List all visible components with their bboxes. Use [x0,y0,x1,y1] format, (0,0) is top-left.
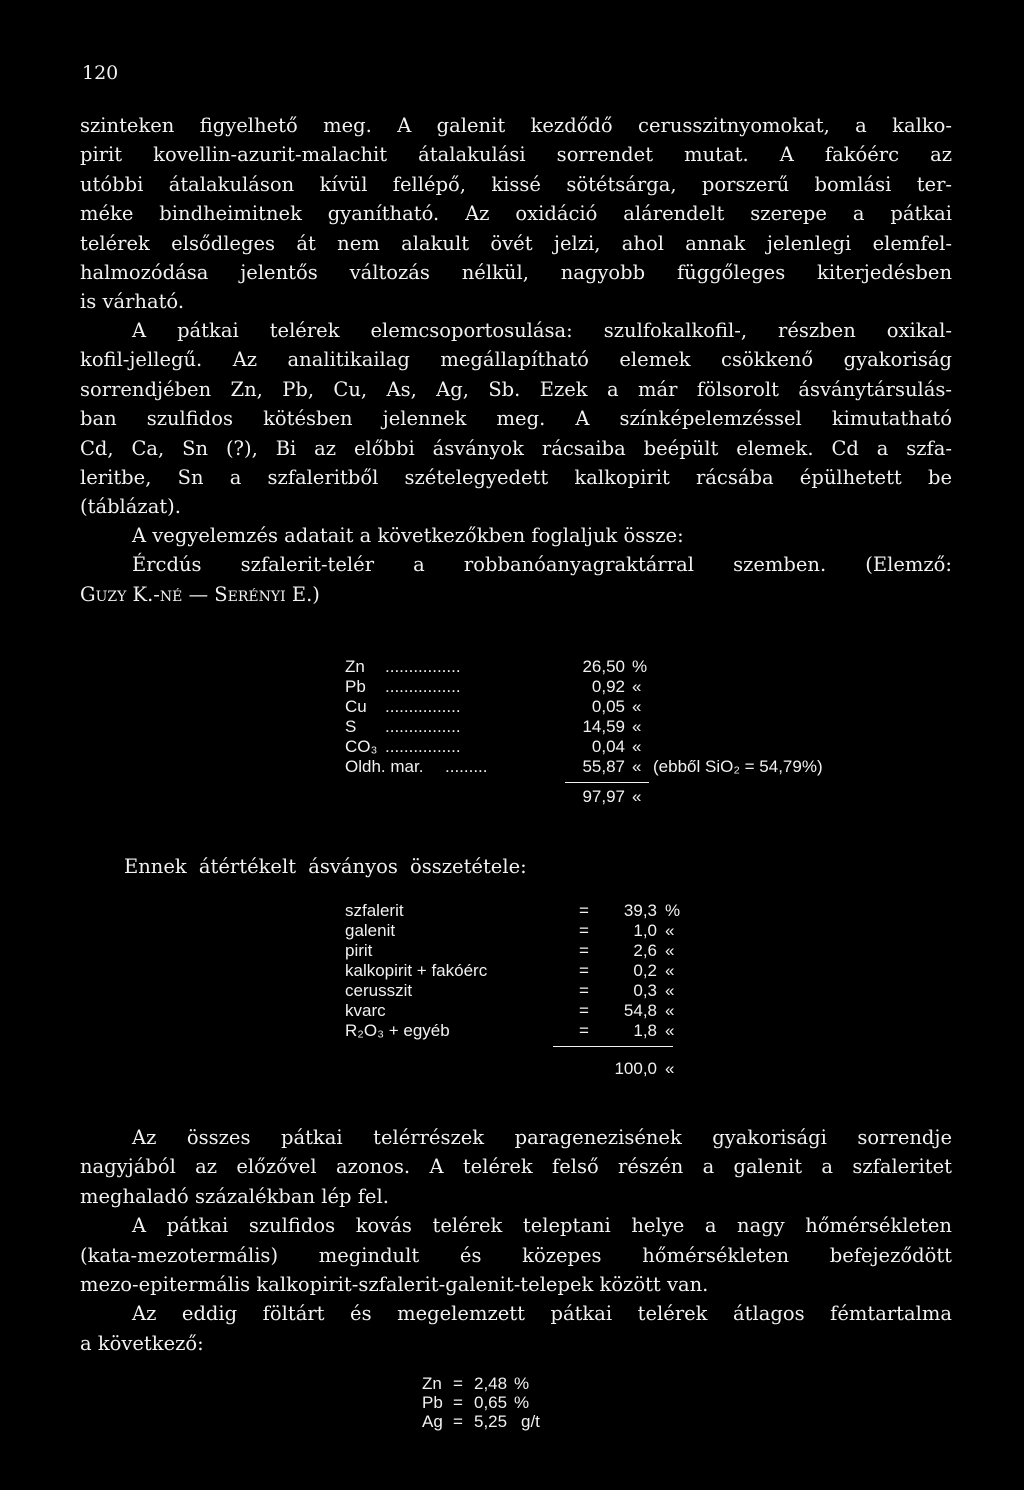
author-name: Guzy K.-né [80,582,183,606]
paragraph-5 [80,1123,952,1358]
text-line: (táblázat). [80,495,181,519]
equals-sign: = [453,1412,463,1431]
text-line: nagyjából az előzővel azonos. A telérek felső részén a galenit a szfaleritet [80,1155,952,1179]
text-line: utóbbi átalakuláson kívül fellépő, kissé sötétsárga, porszerű bomlási ter- [80,172,952,196]
text-line: Ércdús szfalerit-telér a robbanóanyagraktárral szemben. (Elemző: [132,553,952,577]
paragraph-1 [80,111,952,317]
element-name: Oldh. mar. [345,757,424,776]
text-line: pirit kovellin-azurit-malachit átalakulási sorrendet mutat. A fakóérc az [80,143,952,167]
metal-name: Pb [422,1393,443,1412]
text-line: Cd, Ca, Sn (?), Bi az előbbi ásványok rácsaiba beépült elemek. Cd a szfa- [80,436,952,460]
value: 0,65 [474,1393,508,1412]
text-line: a következő: [80,1331,204,1355]
leader-dots: ................ [385,677,461,696]
note: (ebből SiO₂ = 54,79%) [653,757,823,776]
element-name: Pb [345,677,366,696]
value: 0,92 [591,677,625,696]
equals-sign: = [579,941,589,960]
text-line: Az eddig föltárt és megelemzett pátkai telérek átlagos fémtartalma [132,1302,952,1326]
mineral-name: cerusszit [345,981,413,1000]
text-line: (kata-mezotermális) megindult és közepes hőmérsékleten befejeződött [80,1243,952,1267]
metal-name: Ag [422,1412,443,1431]
unit: « [632,787,642,806]
element-name: Zn [345,657,365,676]
mineral-heading-block [124,852,724,881]
unit: % [514,1374,530,1393]
value: 1,8 [633,1021,657,1040]
dash: — [182,582,215,606]
mineral-name: kvarc [345,1001,386,1020]
value: 54,8 [623,1001,657,1020]
unit: « [632,757,642,776]
leader-dots: ................ [385,697,461,716]
mineral-name: szfalerit [345,901,404,920]
value: 2,6 [633,941,657,960]
value: 0,05 [591,697,625,716]
leader-dots: ......... [445,757,488,776]
unit: % [665,901,681,920]
equals-sign: = [579,961,589,980]
value: 14,59 [582,717,625,736]
text-line: ban szulfidos kötésben jelennek meg. A színképelemzéssel kimutatható [80,407,952,431]
value: 0,2 [633,961,657,980]
page-number: 120 [82,62,119,84]
paragraph-2 [80,316,952,522]
value: 2,48 [474,1374,508,1393]
text-line [80,580,952,609]
sum-rule [553,1046,673,1047]
metal-name: Zn [422,1374,442,1393]
author-name: Serényi E. [214,582,313,606]
unit: « [665,921,675,940]
unit: « [632,677,642,696]
mineral-name: R₂O₃ + egyéb [345,1021,450,1040]
text-line: szinteken figyelhető meg. A galenit kezdődő cerusszitnyomokat, a kalko- [80,114,952,137]
text-line: kofil-jellegű. Az analitikailag megállapítható elemek csökkenő gyakoriság [80,348,952,372]
equals-sign: = [579,981,589,1000]
total-value: 97,97 [582,787,625,806]
value: 5,25 [474,1412,508,1431]
unit: « [665,1021,675,1040]
text-line: leritbe, Sn a szfaleritből szételegyedett kalkopirit rácsába épülhetett be [80,465,952,489]
leader-dots: ................ [385,737,461,756]
value: 55,87 [582,757,625,776]
unit: « [665,941,675,960]
value: 1,0 [633,921,657,940]
text-line: A vegyelemzés adatait a következőkben foglaljuk össze: [132,524,684,547]
text-line: mezo-epitermális kalkopirit-szfalerit-galenit-telepek között van. [80,1272,709,1296]
equals-sign: = [579,1021,589,1040]
unit: « [665,961,675,980]
value: 39,3 [623,901,657,920]
equals-sign: = [453,1393,463,1412]
paragraph-3 [80,521,952,609]
mineral-heading: Ennek átértékelt ásványos összetétele: [124,855,527,878]
unit: % [632,657,648,676]
text-line: Az összes pátkai telérrészek paragenezisének gyakorisági sorrendje [132,1126,952,1149]
unit: « [665,1059,675,1078]
unit: g/t [521,1412,540,1431]
mineral-name: pirit [345,941,373,960]
text-line: sorrendjében Zn, Pb, Cu, As, Ag, Sb. Ezek a már fölsorolt ásványtársulás- [80,377,952,401]
paren: ) [312,582,320,606]
text-line: A pátkai telérek elemcsoportosulása: szulfokalkofil-, részben oxikal- [132,319,952,342]
text-line: halmozódása jelentős változás nélkül, nagyobb függőleges kiterjedésben [80,260,952,284]
unit: « [665,981,675,1000]
equals-sign: = [453,1374,463,1393]
value: 0,3 [633,981,657,1000]
text-line: is várható. [80,290,185,314]
unit: « [632,697,642,716]
mineral-name: kalkopirit + fakóérc [345,961,488,980]
metal-table [422,1374,642,1444]
value: 0,04 [591,737,625,756]
mineral-table [345,901,725,1081]
text-line: méke bindheimitnek gyanítható. Az oxidáció alárendelt szerepe a pátkai [80,202,952,226]
element-name: Cu [345,697,367,716]
analysis-table [345,657,823,807]
text-line: telérek elsődleges át nem alakult övét jelzi, ahol annak jelenlegi elemfel- [80,231,952,255]
equals-sign: = [579,921,589,940]
sum-rule [565,782,649,783]
leader-dots: ................ [385,657,461,676]
equals-sign: = [579,1001,589,1020]
text-line: meghaladó százalékban lép fel. [80,1184,389,1208]
unit: « [665,1001,675,1020]
element-name: CO₃ [345,737,378,756]
equals-sign: = [579,901,589,920]
element-name: S [345,717,357,736]
total-value: 100,0 [614,1059,657,1078]
text-line: A pátkai szulfidos kovás telérek teleptani helye a nagy hőmérsékleten [132,1214,952,1238]
leader-dots: ................ [385,717,461,736]
mineral-name: galenit [345,921,396,940]
value: 26,50 [582,657,625,676]
unit: « [632,737,642,756]
unit: « [632,717,642,736]
unit: % [514,1393,530,1412]
